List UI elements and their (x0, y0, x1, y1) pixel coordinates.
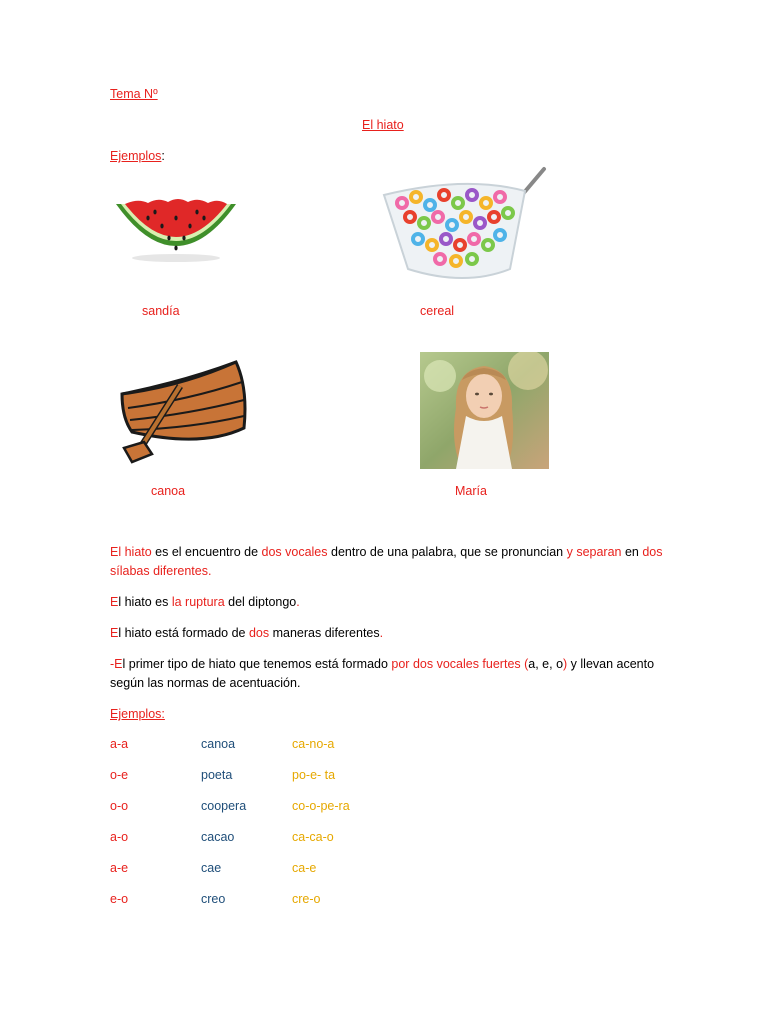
tema-label: Tema Nº (110, 87, 158, 101)
example-row (110, 830, 510, 848)
p2-e: . (296, 595, 300, 609)
examples-heading (110, 149, 165, 163)
p4-c: por dos vocales fuertes ( (391, 657, 529, 671)
p1-g: en (621, 545, 643, 559)
p3-a: E (110, 626, 119, 640)
example-word: creo (201, 892, 226, 906)
example-word: canoa (201, 737, 236, 751)
paragraph-ways (110, 624, 670, 643)
picture-label-cereal: cereal (420, 304, 455, 318)
example-syllables: ca-e (292, 861, 317, 875)
girl-photo (420, 352, 549, 469)
examples-table-heading: Ejemplos: (110, 707, 165, 721)
p3-c: dos (248, 626, 270, 640)
examples-heading-colon: : (161, 149, 165, 163)
picture-label-canoa: canoa (151, 484, 186, 498)
paragraph-rupture (110, 593, 670, 612)
example-word: cae (201, 861, 222, 875)
p1-d: dos vocales (261, 545, 328, 559)
paragraph-first-type (110, 655, 670, 693)
p1-i: . (207, 564, 212, 578)
p4-f: y llevan acento según las normas de acentuación (110, 657, 655, 690)
example-row (110, 892, 510, 910)
watermelon-icon (112, 196, 240, 264)
p3-e: . (379, 626, 384, 640)
example-syllables: po-e- ta (292, 768, 336, 782)
p1-e: dentro de una palabra, que se pronuncian (327, 545, 567, 559)
p3-d: maneras diferentes (269, 626, 380, 640)
paragraph-definition (110, 543, 670, 581)
example-row (110, 799, 510, 817)
p4-g: . (296, 676, 301, 690)
p1-c: es el encuentro de (151, 545, 262, 559)
p1-a: El (110, 545, 125, 559)
example-syllables: ca-ca-o (292, 830, 334, 844)
example-word: coopera (201, 799, 247, 813)
example-vowels: a-e (110, 861, 129, 875)
example-row (110, 737, 510, 755)
page-title: El hiato (362, 118, 404, 132)
p4-d: a, e, o (528, 657, 564, 671)
p1-f: y separan (566, 545, 622, 559)
canoe-icon (112, 348, 258, 474)
example-vowels: a-a (110, 737, 129, 751)
p4-b: l primer tipo de hiato que tenemos está formado (122, 657, 392, 671)
example-syllables: co-o-pe-ra (292, 799, 350, 813)
p2-d: del diptongo (224, 595, 297, 609)
examples-heading-text: Ejemplos (110, 149, 162, 163)
picture-label-sandia: sandía (142, 304, 180, 318)
cereal-bowl-icon (380, 165, 550, 287)
example-syllables: ca-no-a (292, 737, 335, 751)
p3-b: l hiato está formado de (118, 626, 249, 640)
example-word: cacao (201, 830, 235, 844)
p2-c: la ruptura (171, 595, 225, 609)
example-vowels: o-o (110, 799, 129, 813)
example-row (110, 768, 510, 786)
p4-a: -E (110, 657, 123, 671)
picture-label-maria: María (455, 484, 487, 498)
example-vowels: a-o (110, 830, 129, 844)
example-syllables: cre-o (292, 892, 321, 906)
example-word: poeta (201, 768, 233, 782)
p1-b: hiato (124, 545, 152, 559)
example-row (110, 861, 510, 879)
p2-b: l hiato es (118, 595, 172, 609)
example-vowels: e-o (110, 892, 129, 906)
p4-e: ) (563, 657, 568, 671)
p2-a: E (110, 595, 119, 609)
example-vowels: o-e (110, 768, 129, 782)
p1-h: dos sílabas diferentes (110, 545, 663, 578)
